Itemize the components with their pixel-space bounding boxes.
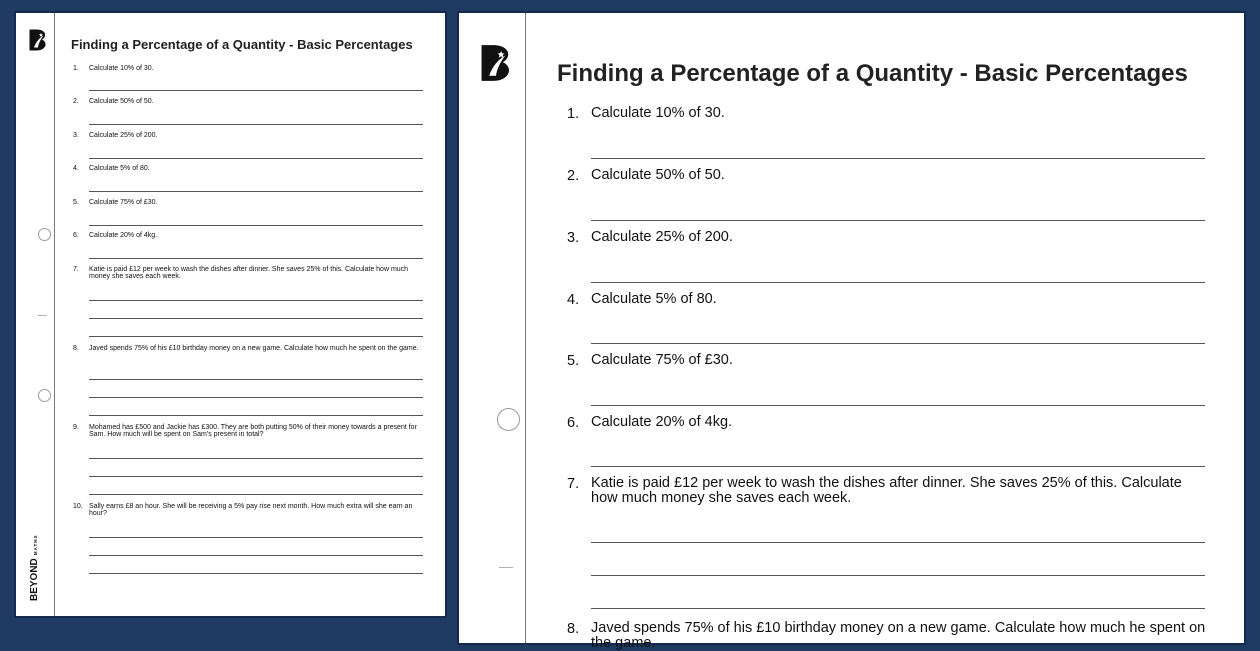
question-5 [73,199,423,206]
question-7 [73,266,423,281]
answer-line[interactable] [89,379,423,380]
question-2 [567,168,1211,183]
answer-line[interactable] [89,258,423,259]
margin-tick [38,315,47,316]
question-number: 6. [73,232,79,239]
question-number: 8. [73,345,79,352]
question-3 [567,230,1211,245]
answer-line[interactable] [89,225,423,226]
question-8 [567,621,1211,651]
question-number: 7. [73,266,79,273]
answer-line[interactable] [89,300,423,301]
answer-line[interactable] [89,476,423,477]
question-text: Calculate 50% of 50. [591,167,725,183]
question-4 [73,165,423,172]
question-text: Katie is paid £12 per week to wash the dishes after dinner. She saves 25% of this. Calculate how much money she saves each week. [89,266,409,281]
brand-wordmark [29,535,40,601]
question-8 [73,345,423,352]
punch-hole [497,408,520,431]
question-text: Calculate 5% of 80. [89,165,150,172]
question-6 [567,415,1211,430]
answer-line[interactable] [591,608,1205,609]
answer-line[interactable] [591,575,1205,576]
punch-hole [38,389,51,402]
punch-hole [38,228,51,241]
question-number: 8. [567,621,580,637]
question-9 [73,424,423,439]
answer-line[interactable] [591,282,1205,283]
page-title: Finding a Percentage of a Quantity - Basic Percentages [557,60,1188,87]
answer-line[interactable] [89,90,423,91]
answer-line[interactable] [591,343,1205,344]
answer-line[interactable] [89,494,423,495]
question-number: 4. [567,292,580,308]
answer-line[interactable] [89,415,423,416]
beyond-logo-icon [479,40,513,86]
question-text: Calculate 20% of 4kg. [591,414,733,430]
page-title: Finding a Percentage of a Quantity - Basic Percentages [71,37,413,52]
answer-line[interactable] [89,555,423,556]
answer-line[interactable] [89,573,423,574]
question-number: 1. [567,106,580,122]
question-text: Calculate 25% of 200. [89,132,158,139]
answer-line[interactable] [89,158,423,159]
question-10 [73,503,423,518]
brand-sub: MATHS [33,534,38,556]
answer-line[interactable] [89,191,423,192]
question-6 [73,232,423,239]
question-text: Javed spends 75% of his £10 birthday money on a new game. Calculate how much he spent on the game. [591,620,1206,651]
question-text: Katie is paid £12 per week to wash the dishes after dinner. She saves 25% of this. Calculate how much money she saves each week. [591,475,1182,507]
question-number: 1. [73,65,79,72]
question-text: Javed spends 75% of his £10 birthday money on a new game. Calculate how much he spent on the game. [89,345,419,352]
question-text: Calculate 20% of 4kg. [89,232,158,239]
question-text: Mohamed has £500 and Jackie has £300. They are both putting 50% of their money towards a present for Sam. How much will be spent on Sam's present in total? [89,424,417,439]
margin-tick [499,567,513,568]
brand-main: BEYOND [29,558,40,601]
question-number: 7. [567,476,580,492]
answer-line[interactable] [591,158,1205,159]
question-2 [73,98,423,105]
answer-line[interactable] [89,537,423,538]
question-text: Calculate 75% of £30. [591,352,733,368]
question-text: Sally earns £8 an hour. She will be receiving a 5% pay rise next month. How much extra will she earn an hour? [89,503,413,518]
question-text: Calculate 10% of 30. [89,65,154,72]
margin-rule [525,13,526,643]
answer-line[interactable] [89,458,423,459]
answer-line[interactable] [591,405,1205,406]
question-number: 10. [73,503,83,510]
question-number: 9. [73,424,79,431]
margin-rule [54,13,55,616]
question-5 [567,353,1211,368]
question-number: 2. [567,168,580,184]
question-number: 5. [567,353,580,369]
question-4 [567,292,1211,307]
beyond-logo-icon [28,28,48,52]
question-number: 3. [567,230,580,246]
question-number: 5. [73,199,79,206]
question-number: 4. [73,165,79,172]
question-3 [73,132,423,139]
question-text: Calculate 25% of 200. [591,229,733,245]
answer-line[interactable] [89,336,423,337]
question-1 [73,65,423,72]
question-number: 2. [73,98,79,105]
question-7 [567,476,1211,506]
worksheet-zoom-large [459,13,1244,651]
answer-line[interactable] [89,397,423,398]
question-text: Calculate 5% of 80. [591,291,717,307]
worksheet-preview-small [16,13,445,616]
answer-line[interactable] [89,318,423,319]
question-text: Calculate 75% of £30. [89,199,158,206]
answer-line[interactable] [591,220,1205,221]
question-text: Calculate 50% of 50. [89,98,154,105]
answer-line[interactable] [89,124,423,125]
answer-line[interactable] [591,542,1205,543]
question-number: 3. [73,132,79,139]
question-1 [567,106,1211,121]
question-text: Calculate 10% of 30. [591,105,725,121]
answer-line[interactable] [591,466,1205,467]
question-number: 6. [567,415,580,431]
